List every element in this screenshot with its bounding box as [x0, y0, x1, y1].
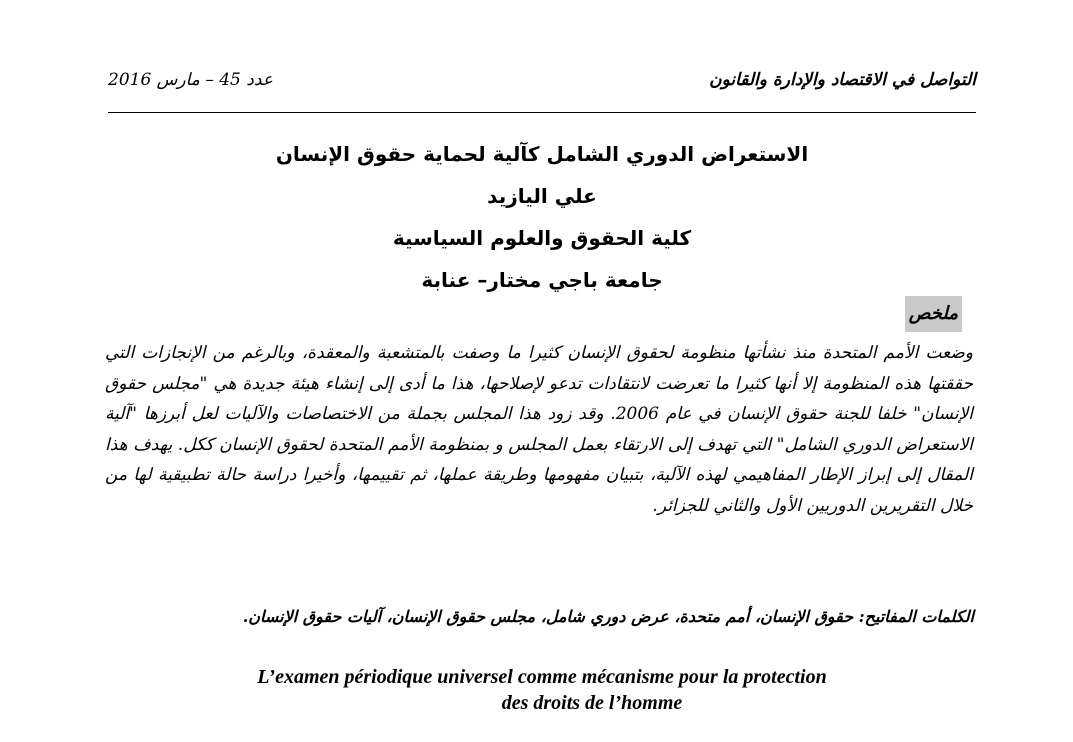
- author-name: علي اليازيد: [487, 184, 597, 208]
- article-title-block: [108, 133, 976, 301]
- french-title-line-1: L’examen périodique universel comme mécanisme pour la protection: [257, 666, 827, 688]
- journal-name: التواصل في الاقتصاد والإدارة والقانون: [709, 70, 976, 90]
- french-title: [108, 664, 976, 716]
- faculty-name: كلية الحقوق والعلوم السياسية: [392, 226, 692, 250]
- article-title: الاستعراض الدوري الشامل كآلية لحماية حقوق الإنسان: [275, 142, 809, 166]
- french-title-line-2: des droits de l’homme: [501, 692, 683, 714]
- abstract-heading: ملخص: [905, 296, 962, 332]
- university-name: جامعة باجي مختار– عنابة: [421, 268, 663, 292]
- running-header: [108, 68, 976, 100]
- abstract-body: وضعت الأمم المتحدة منذ نشأتها منظومة لحقوق الإنسان كثيرا ما وصفت بالمتشعبة والمعقدة، وبالرغم من الإنجازات التي حققتها هذه المنظومة إلا أنها كثيرا ما تعرضت لانتقادات تدعو لإصلاحها، هذا ما أدى إلى إنشاء هيئة جديدة هي "مجلس حقوق الإنسان" خلفا للجنة حقوق الإنسان في عام 2006. وقد زود هذا المجلس بجملة من الاختصاصات والآليات لعل أبرزها "آلية الاستعراض الدوري الشامل" التي تهدف إلى الارتقاء بعمل المجلس و بمنظومة الأمم المتحدة لحقوق الإنسان ككل. يهدف هذا المقال إلى إبراز الإطار المفاهيمي لهذه الآلية، بتبيان مفهومها وطريقة عملها، ثم تقييمها، وأخيرا دراسة حالة تطبيقية لها من خلال التقريرين الدوريين الأول والثاني للجزائر.: [105, 343, 973, 516]
- issue-info: عدد 45 – مارس 2016: [108, 70, 273, 90]
- header-rule: [108, 112, 976, 113]
- keywords: الكلمات المفاتيح: حقوق الإنسان، أمم متحدة، عرض دوري شامل، مجلس حقوق الإنسان، آليات حقوق الإنسان.: [242, 607, 974, 626]
